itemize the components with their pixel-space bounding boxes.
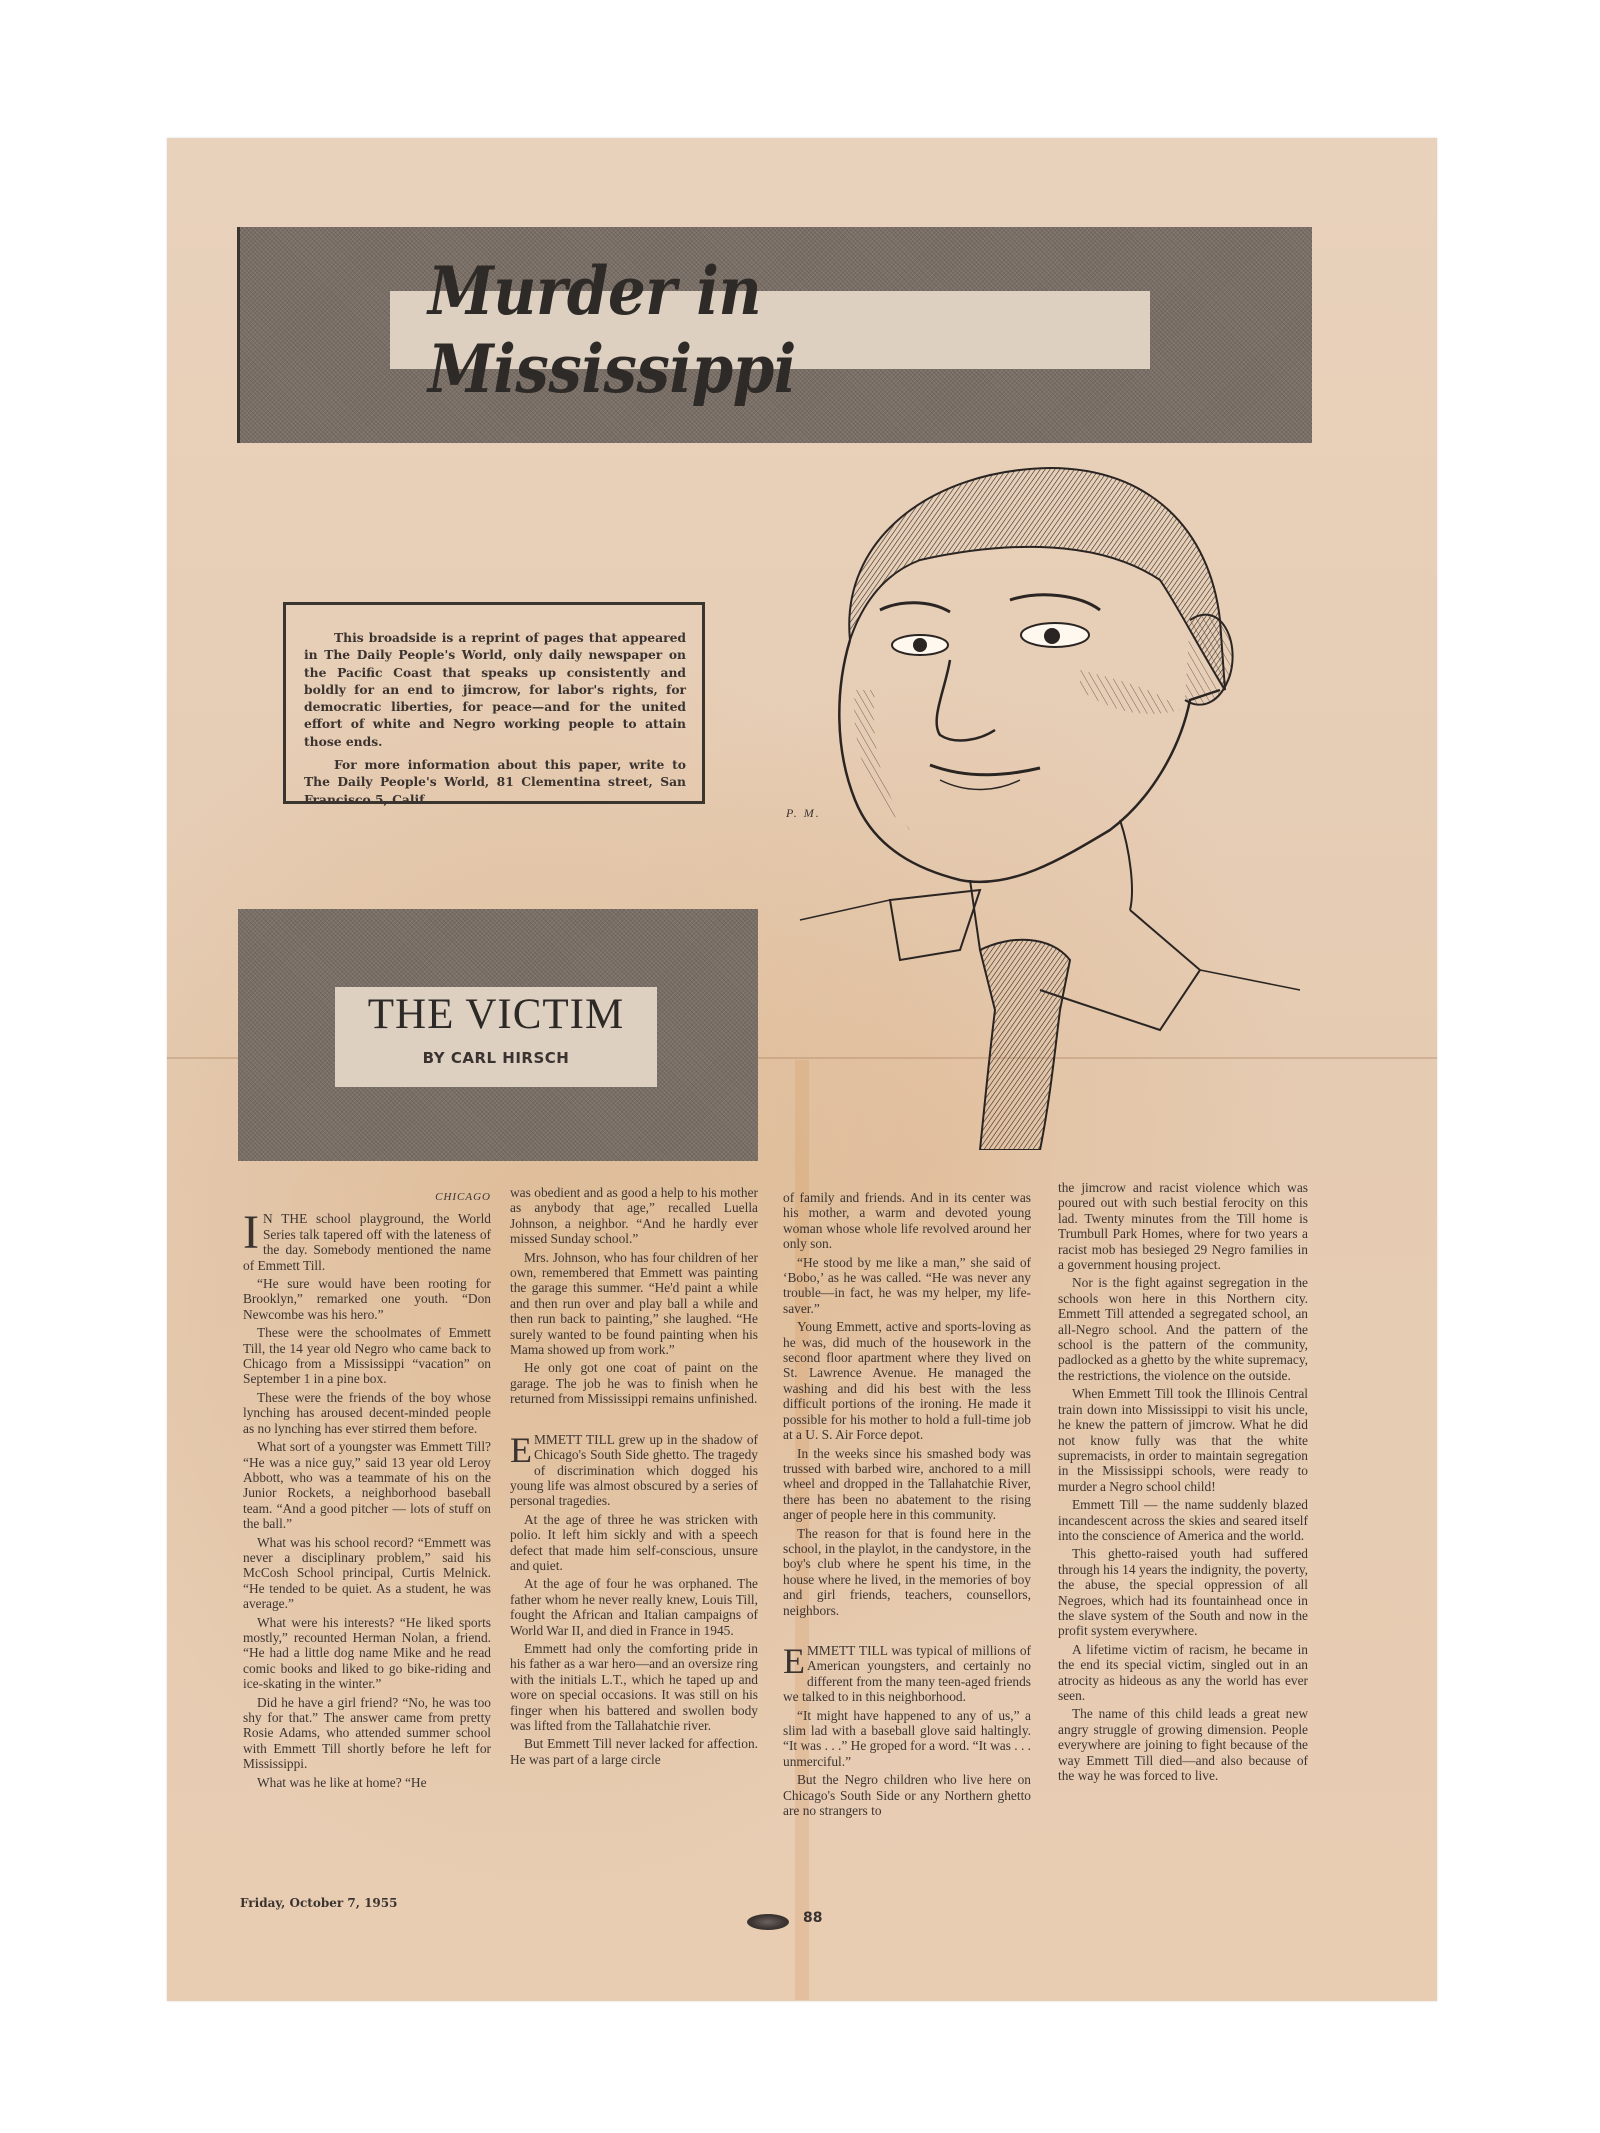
masthead-label [390,252,1150,408]
paragraph: He only got one coat of paint on the garage. The job he was to finish when he returned from Mississippi remains unfinished. [510,1360,758,1407]
article-column-1 [243,1190,491,1793]
paragraph: What was his school record? “Emmett was never a disciplinary problem,” said his McCosh School principal, Curtis Melnick. “He tended to be quiet. As a student, he was average.” [243,1534,491,1612]
paragraph: The name of this child leads a great new angry struggle of growing dimension. People everywhere are joining to fight because of the way Emmett Till died—and also because of the way he was forced to live. [1058,1706,1308,1784]
paragraph: This ghetto-raised youth had suffered through his 14 years the indignity, the poverty, the abuse, the special oppression of all Negroes, which had its fountainhead once in the slave system of the South and now in the profit system everywhere. [1058,1546,1308,1639]
reprint-notice-box [283,602,705,807]
paragraph: At the age of four he was orphaned. The father whom he never really knew, Louis Till, fought the African and Italian campaigns of World War II, and died in France in 1945. [510,1576,758,1638]
paragraph: “He sure would have been rooting for Brooklyn,” remarked one youth. “Don Newcombe was his hero.” [243,1276,491,1322]
issue-date: Friday, October 7, 1955 [240,1896,398,1910]
portrait-illustration [780,450,1320,1150]
paragraph: Young Emmett, active and sports-loving as he was, did much of the housework in the second floor apartment where they lived on St. Lawrence Avenue. He managed the washing and did his best with the less difficult portions of the ironing. He made it possible for his mother to hold a full-time job at a U. S. Air Force depot. [783,1319,1031,1443]
notice-paragraph: For more information about this paper, write to The Daily People's World, 81 Clementina street, San Francisco 5, Calif. [304,757,686,807]
paragraph: of family and friends. And in its center was his mother, a warm and devoted young woman whose whole life revolved around her only son. [783,1190,1031,1252]
byline: BY CARL HIRSCH [422,1049,570,1067]
paragraph: “He stood by me like a man,” she said of ‘Bobo,’ as he was called. “He was never any trouble—in fact, he was my helper, my life-saver.” [783,1254,1031,1316]
paragraph: What were his interests? “He liked sports mostly,” recounted Herman Nolan, a friend. “He had a little dog name Mike and he read comic books and liked to go bike-riding and ice-skating in the winter.” [243,1614,491,1692]
paragraph: These were the schoolmates of Emmett Till, the 14 year old Negro who came back to Chicago from a Mississippi “vacation” on September 1 in a pine box. [243,1325,491,1387]
masthead-title: Murder in Mississippi [428,252,796,408]
drop-cap: E [510,1429,532,1470]
paragraph: In the weeks since his smashed body was trussed with barbed wire, anchored to a mill wheel and dropped in the Tallahatchie River, there has been no abatement to the rising anger of people here in this community. [783,1445,1031,1523]
section-header-label [335,987,657,1087]
artist-signature: P. M. [786,806,821,820]
paragraph: Emmett Till — the name suddenly blazed incandescent across the skies and seared itself into the conscience of America and the world. [1058,1497,1308,1543]
drop-cap: E [783,1640,805,1681]
paragraph: the jimcrow and racist violence which was poured out with such bestial ferocity on this lad. Twenty minutes from the Till home is Trumbull Park Homes, where for two years a racist mob has besieged 29 Negro families in a government housing project. [1058,1180,1308,1273]
dateline: CHICAGO [435,1191,491,1203]
paragraph: Nor is the fight against segregation in the schools won here in this Northern city. Emmett Till attended a segregated school, an all-Negro school. And the pattern of the school is the pattern of the community, padlocked as a ghetto by the white supremacy, the restrictions, the violence on the outside. [1058,1275,1308,1383]
paragraph: At the age of three he was stricken with polio. It left him sickly and with a speech defect that made him self-conscious, unsure and quiet. [510,1511,758,1573]
paragraph: But the Negro children who live here on Chicago's South Side or any Northern ghetto are no strangers to [783,1772,1031,1819]
article-column-4 [1058,1180,1308,1786]
section-title: THE VICTIM [367,991,625,1038]
union-bug-icon [747,1914,789,1930]
paragraph: The reason for that is found here in the school, in the playlot, in the candystore, in the boy's club where he spent his time, in the house where he lived, in the memories of boy and girl friends, teachers, counsellors, neighbors. [783,1525,1031,1618]
paragraph: A lifetime victim of racism, he became in the end its special victim, singled out in an atrocity as hideous as any the world has ever seen. [1058,1641,1308,1703]
paragraph: “It might have happened to any of us,” a slim lad with a baseball glove said haltingly. “It was . . .” He groped for a word. “It was . . . unmerciful.” [783,1707,1032,1769]
paragraph: These were the friends of the boy whose lynching has aroused decent-minded people as no lynching has ever stirred them before. [243,1389,491,1436]
drop-cap: I [243,1206,259,1260]
paragraph: What was he like at home? “He [257,1774,427,1790]
notice-paragraph: This broadside is a reprint of pages that appeared in The Daily People's World, only daily newspaper on the Pacific Coast that speaks up consistently and boldly for an end to jimcrow, for labor's rights, for democratic liberties, for peace—and for the united effort of white and Negro working people to attain those ends. [304,630,686,749]
article-column-2 [510,1185,758,1770]
paragraph: Mrs. Johnson, who has four children of her own, remembered that Emmett was painting the garage this summer. “He'd paint a while and then run over and play ball a while and then run back to painting,” she laughed. “He surely wanted to be found painting when his Mama showed up from work.” [510,1249,758,1358]
paragraph: When Emmett Till took the Illinois Central train down into Mississippi to visit his uncle, he knew the pattern of jimcrow. What he did not know fully was that the white supremacists, in order to maintain segregation in the Mississippi schools, were ready to murder a Negro school child! [1058,1386,1308,1494]
lead-paragraph: EMMETT TILL grew up in the shadow of Chicago's South Side ghetto. The tragedy of discrimination which dogged his young life was almost obscured by a series of personal tragedies. [510,1429,758,1509]
lead-paragraph: EMMETT TILL was typical of millions of American youngsters, and certainly no different from the many teen-aged friends we talked to in this neighborhood. [783,1640,1031,1705]
lead-paragraph: I N THE school playground, the World Series talk tapered off with the lateness of the day. Somebody mentioned the name of Emmett Till. [243,1206,491,1273]
paragraph: What sort of a youngster was Emmett Till? “He was a nice guy,” said 13 year old Leroy Abbott, who was a teammate of his on the Junior Rockets, a neighborhood baseball team. “And a good pitcher — lots of stuff on the ball.” [243,1439,491,1532]
article-column-3 [783,1190,1031,1821]
paragraph: Did he have a girl friend? “No, he was too shy for that.” The answer came from pretty Rosie Adams, who attended summer school with Emmett Till shortly before he left for Mississippi. [243,1694,491,1772]
paragraph: But Emmett Till never lacked for affection. He was part of a large circle [510,1736,758,1767]
paragraph: was obedient and as good a help to his mother as anybody that age,” recalled Luella Johnson, a neighbor. “And he hardly ever missed Sunday school.” [510,1185,758,1247]
paragraph: Emmett had only the comforting pride in his father as a war hero—and an oversize ring with the initials L.T., which he taped up and wore on special occasions. It was still on his finger when his battered and swollen body was lifted from the Tallahatchie river. [510,1640,758,1733]
page-number: 88 [803,1910,823,1926]
